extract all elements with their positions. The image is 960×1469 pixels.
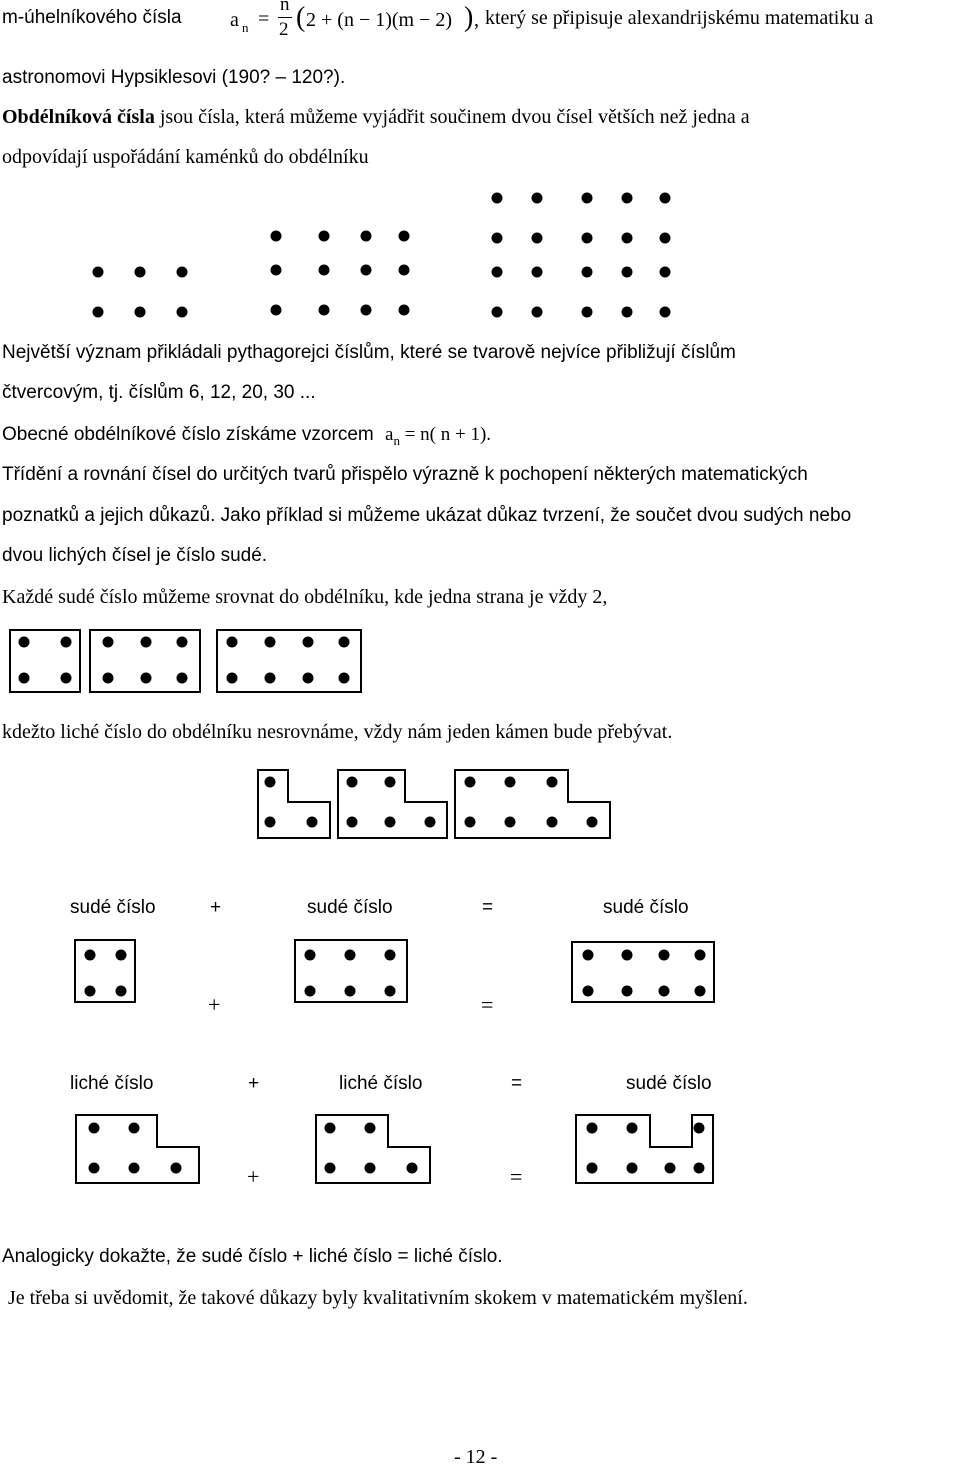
stone-dot (407, 1163, 418, 1174)
stone-dot (385, 777, 396, 788)
stone-dot (307, 817, 318, 828)
odd-sum-plus: + (247, 1164, 260, 1189)
eq2-term-a: liché číslo (70, 1073, 154, 1094)
eq2-equals: = (511, 1073, 523, 1094)
stone-dot (622, 267, 633, 278)
eq1-equals: = (482, 897, 494, 918)
pyth-line1: Největší význam přikládali pythagorejci číslům, které se tvarově nejvíce přibližují číslům (2, 342, 736, 363)
rect-number-12 (271, 231, 410, 316)
stone-dot (365, 1163, 376, 1174)
stone-dot (271, 305, 282, 316)
polygonal-formula: a n = n 2 ( 2 + (n − 1)(m − 2) ) , (230, 0, 479, 40)
stone-dot (660, 267, 671, 278)
stone-dot (547, 777, 558, 788)
stone-dot (660, 193, 671, 204)
even-sum-plus: + (208, 992, 221, 1017)
stone-dot (227, 637, 238, 648)
stone-dot (587, 1123, 598, 1134)
even-sum-box-10 (572, 942, 714, 1002)
stone-dot (265, 673, 276, 684)
stone-dot (465, 777, 476, 788)
trideni-line2: poznatků a jejich důkazů. Jako příklad si můžeme ukázat důkaz tvrzení, že součet dvou sudých nebo (2, 505, 852, 526)
stone-dot (303, 637, 314, 648)
stone-dot (399, 265, 410, 276)
sude-paragraph: Každé sudé číslo můžeme srovnat do obdélníku, kde jedna strana je vždy 2, (2, 586, 608, 608)
stone-dot (532, 233, 543, 244)
stone-dot (227, 673, 238, 684)
page-number: - 12 - (454, 1446, 498, 1468)
even-sum-figure (0, 935, 720, 1025)
obdelnik-line2: odpovídají uspořádání kaménků do obdélníku (2, 146, 369, 168)
stone-dot (85, 950, 96, 961)
stone-dot (695, 950, 706, 961)
stone-dot (319, 305, 330, 316)
stone-dot (665, 1163, 676, 1174)
stone-dot (695, 986, 706, 997)
stone-dot (19, 673, 30, 684)
stone-dot (587, 817, 598, 828)
stone-dot (141, 673, 152, 684)
trideni-line1: Třídění a rovnání čísel do určitých tvarů přispělo výrazně k pochopení některých matematických (2, 464, 808, 485)
stone-dot (583, 986, 594, 997)
stone-dot (399, 305, 410, 316)
line1-right: který se připisuje alexandrijskému matematiku a (485, 7, 874, 29)
rect-number-6 (93, 267, 188, 318)
stone-dot (694, 1163, 705, 1174)
stone-dot (659, 950, 670, 961)
stone-dot (271, 231, 282, 242)
stone-dot (103, 637, 114, 648)
stone-dot (532, 193, 543, 204)
stone-dot (582, 193, 593, 204)
stone-dot (265, 817, 276, 828)
stone-dot (265, 777, 276, 788)
stone-dot (129, 1163, 140, 1174)
stone-dot (325, 1123, 336, 1134)
liche-paragraph: kdežto liché číslo do obdélníku nesrovnáme, vždy nám jeden kámen bude přebývat. (2, 721, 673, 743)
stone-dot (492, 233, 503, 244)
stone-dot (129, 1123, 140, 1134)
stone-dot (582, 267, 593, 278)
stone-dot (116, 950, 127, 961)
eq2-plus: + (248, 1073, 260, 1094)
stone-dot (177, 673, 188, 684)
stone-dot (505, 817, 516, 828)
stone-dot (627, 1123, 638, 1134)
stone-dot (319, 231, 330, 242)
stone-dot (141, 637, 152, 648)
stone-dot (492, 267, 503, 278)
stone-dot (85, 986, 96, 997)
analog-paragraph: Analogicky dokažte, že sudé číslo + liché číslo = liché číslo. (2, 1246, 503, 1267)
odd-sum-figure (0, 1108, 720, 1198)
final-paragraph: Je třeba si uvědomit, že takové důkazy byly kvalitativním skokem v matematickém myšlení. (8, 1287, 748, 1309)
rectangular-numbers-figure (0, 180, 700, 330)
stone-dot (61, 673, 72, 684)
stone-dot (583, 950, 594, 961)
stone-dot (622, 193, 633, 204)
stone-dot (627, 1163, 638, 1174)
stone-dot (361, 265, 372, 276)
stone-dot (177, 307, 188, 318)
stone-dot (385, 950, 396, 961)
stone-dot (385, 817, 396, 828)
stone-dot (89, 1123, 100, 1134)
stone-dot (325, 1163, 336, 1174)
stone-dot (171, 1163, 182, 1174)
stone-dot (660, 307, 671, 318)
eq2-term-b: liché číslo (339, 1073, 423, 1094)
stone-dot (532, 307, 543, 318)
stone-dot (271, 265, 282, 276)
rect-number-20 (492, 193, 671, 318)
eq1-term-b: sudé číslo (307, 897, 393, 918)
stone-dot (385, 986, 396, 997)
stone-dot (93, 307, 104, 318)
stone-dot (347, 777, 358, 788)
stone-dot (61, 637, 72, 648)
stone-dot (622, 307, 633, 318)
line2: astronomovi Hypsiklesovi (190? – 120?). (2, 67, 346, 88)
stone-dot (492, 193, 503, 204)
stone-dot (547, 817, 558, 828)
odd-sum-equals: = (510, 1164, 523, 1189)
stone-dot (19, 637, 30, 648)
pyth-line2: čtvercovým, tj. číslům 6, 12, 20, 30 ... (2, 382, 316, 403)
stone-dot (659, 986, 670, 997)
even-sum-equals: = (481, 992, 494, 1017)
line1-left: m-úhelníkového čísla (2, 7, 182, 28)
stone-dot (303, 673, 314, 684)
stone-dot (582, 233, 593, 244)
eq1-term-a: sudé číslo (70, 897, 156, 918)
trideni-line3: dvou lichých čísel je číslo sudé. (2, 545, 268, 566)
even-numbers-figure (0, 620, 400, 710)
stone-dot (177, 267, 188, 278)
odd-7-shape (455, 770, 610, 838)
stone-dot (492, 307, 503, 318)
eq1-plus: + (210, 897, 222, 918)
stone-dot (582, 307, 593, 318)
stone-dot (339, 673, 350, 684)
formula2: Obecné obdélníkové číslo získáme vzorcem $a_n = n$( n + 1). (2, 424, 492, 448)
stone-dot (532, 267, 543, 278)
stone-dot (587, 1163, 598, 1174)
stone-dot (319, 265, 330, 276)
obdelnik-line1: Obdélníková čísla jsou čísla, která můžeme vyjádřit součinem dvou čísel větších než jedna a (2, 106, 750, 128)
stone-dot (89, 1163, 100, 1174)
stone-dot (93, 267, 104, 278)
stone-dot (177, 637, 188, 648)
stone-dot (135, 307, 146, 318)
stone-dot (365, 1123, 376, 1134)
stone-dot (361, 305, 372, 316)
stone-dot (305, 950, 316, 961)
eq1-result: sudé číslo (603, 897, 689, 918)
stone-dot (622, 950, 633, 961)
stone-dot (505, 777, 516, 788)
stone-dot (622, 986, 633, 997)
stone-dot (103, 673, 114, 684)
stone-dot (425, 817, 436, 828)
stone-dot (116, 986, 127, 997)
stone-dot (135, 267, 146, 278)
stone-dot (347, 817, 358, 828)
stone-dot (399, 231, 410, 242)
stone-dot (339, 637, 350, 648)
odd-numbers-figure (0, 760, 640, 850)
stone-dot (345, 950, 356, 961)
stone-dot (622, 233, 633, 244)
stone-dot (345, 986, 356, 997)
stone-dot (305, 986, 316, 997)
eq2-result: sudé číslo (626, 1073, 712, 1094)
stone-dot (265, 637, 276, 648)
obdelnik-term: Obdélníková čísla (2, 106, 155, 128)
stone-dot (660, 233, 671, 244)
stone-dot (361, 231, 372, 242)
stone-dot (694, 1123, 705, 1134)
stone-dot (465, 817, 476, 828)
